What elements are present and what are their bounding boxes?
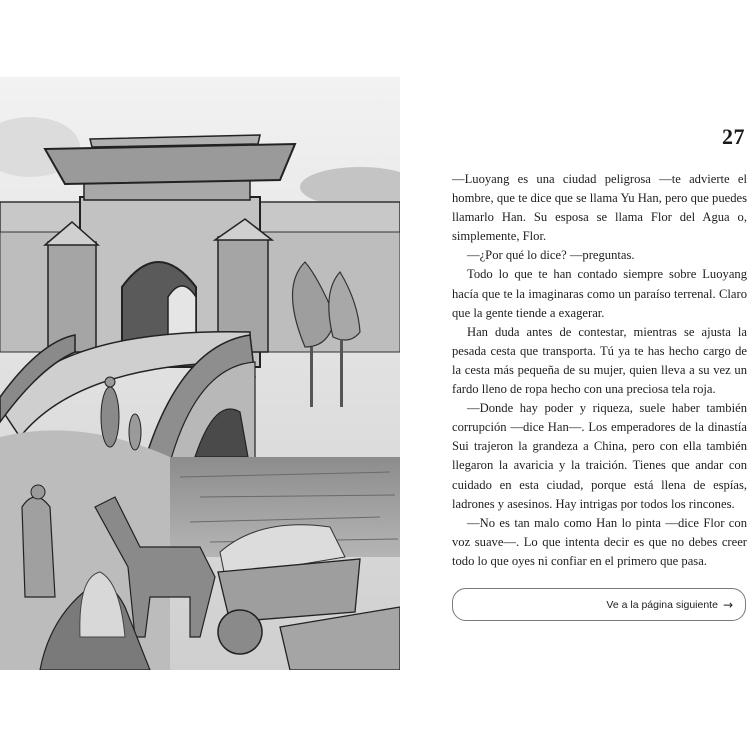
paragraph: —Donde hay poder y riqueza, suele haber también corrupción —dice Han—. Los emperadores de la dinastía Sui trajeron la grandeza a China, pero con ella también llegaron la avaricia y la traición. Tienes que andar con cuidado en esta ciudad, porque está llena de espías, ladrones y asesinos. Hay intrigas por todos los rincones. — [452, 401, 747, 511]
city-gate-illustration — [0, 77, 400, 670]
arrow-right-icon: → — [722, 597, 733, 612]
paragraph: —No es tan malo como Han lo pinta —dice Flor con voz suave—. Lo que intenta decir es que no debes creer todo lo que oyes ni confiar en el primero que pasa. — [452, 515, 747, 568]
next-page-label: Ve a la página siguiente — [606, 598, 718, 611]
paragraph: —Luoyang es una ciudad peligrosa —te advierte el hombre, que te dice que se llama Yu Han, pero que puedes llamarlo Han. Su esposa se llama Flor del Agua o, simplemente, Flor. — [452, 172, 747, 244]
paragraph: Han duda antes de contestar, mientras se ajusta la pesada cesta que transporta. Tú ya te has hecho cargo de la cesta más pequeña de su mujer, quien lleva a su vez un fardo lleno de ropa hecho con una preciosa tela roja. — [452, 324, 747, 397]
illustration-art — [0, 77, 400, 670]
next-page-button[interactable] — [452, 588, 746, 621]
story-text — [452, 170, 747, 571]
paragraph: —¿Por qué lo dice? —preguntas. — [467, 248, 635, 263]
paragraph: Todo lo que te han contado siempre sobre Luoyang hacía que te la imaginaras como un paraíso terrenal. Claro que la gente tiende a exagerar. — [452, 267, 747, 320]
page-number: 27 — [722, 124, 745, 149]
